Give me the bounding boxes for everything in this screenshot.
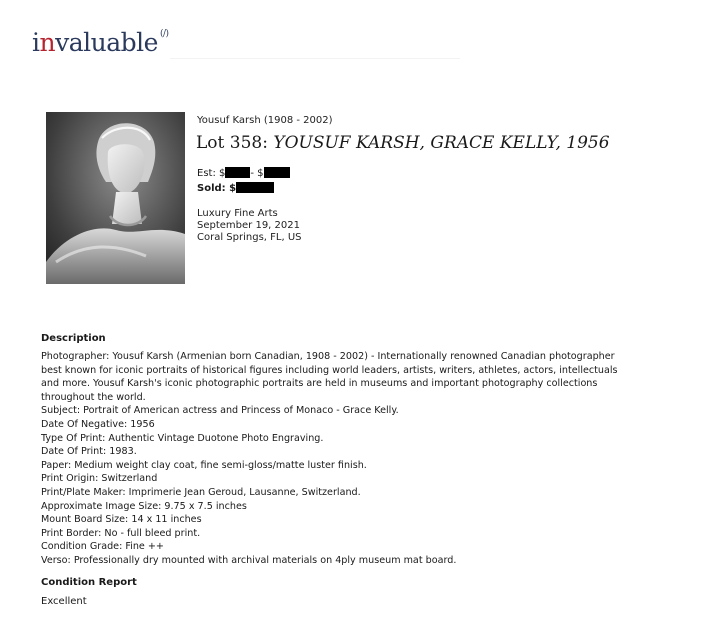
auction-info [197, 208, 301, 244]
description-line: Print Origin: Switzerland [41, 473, 158, 485]
invaluable-logo[interactable] [32, 30, 169, 55]
condition-report-heading: Condition Report [41, 577, 137, 588]
redacted-high-estimate [264, 167, 290, 178]
estimate-label: Est: $ [197, 168, 226, 179]
description-line: Print/Plate Maker: Imprimerie Jean Geroud, Lausanne, Switzerland. [41, 486, 361, 498]
redacted-low-estimate [225, 167, 250, 178]
description-heading: Description [41, 333, 106, 344]
auction-location: Coral Springs, FL, US [197, 232, 302, 243]
description-line: best known for iconic portraits of historical figures including world leaders, artists, writers, athletes, actors, intellectuals [41, 364, 618, 376]
description-line: Subject: Portrait of American actress and Princess of Monaco - Grace Kelly. [41, 405, 399, 417]
auction-house[interactable]: Luxury Fine Arts [197, 208, 278, 219]
artist-name[interactable]: Yousuf Karsh (1908 - 2002) [197, 115, 333, 126]
logo-mark: (/) [159, 29, 169, 39]
portrait-image [46, 112, 185, 284]
description-line: Photographer: Yousuf Karsh (Armenian born Canadian, 1908 - 2002) - Internationally renowned Canadian photographer [41, 351, 615, 362]
condition-report-value: Excellent [41, 596, 87, 607]
description-line: Paper: Medium weight clay coat, fine semi-gloss/matte luster finish. [41, 459, 367, 471]
estimate [197, 167, 290, 179]
description-line: Date Of Negative: 1956 [41, 418, 155, 430]
auction-date: September 19, 2021 [197, 220, 300, 231]
lot-number: Lot 358: [196, 133, 274, 153]
sold-price [197, 182, 274, 194]
description-line: and more. Yousuf Karsh's iconic photographic portraits are held in museums and important photography collections [41, 378, 598, 390]
description-line: Type Of Print: Authentic Vintage Duotone Photo Engraving. [41, 432, 324, 444]
description-line: throughout the world. [41, 391, 146, 403]
estimate-separator: - $ [250, 168, 264, 179]
redacted-sold-price [236, 182, 274, 193]
description-line: Condition Grade: Fine ++ [41, 541, 164, 553]
description-body [41, 350, 709, 568]
logo-text-accent: n [39, 28, 56, 57]
sold-label: Sold: $ [197, 183, 237, 194]
description-line: Mount Board Size: 14 x 11 inches [41, 514, 202, 526]
description-line: Print Border: No - full bleed print. [41, 527, 201, 539]
description-line: Date Of Print: 1983. [41, 446, 137, 458]
lot-name: YOUSUF KARSH, GRACE KELLY, 1956 [273, 133, 610, 153]
description-line: Verso: Professionally dry mounted with archival materials on 4ply museum mat board. [41, 554, 457, 566]
lot-title [196, 133, 610, 153]
logo-text-pre: i [32, 28, 40, 57]
lot-photo[interactable] [46, 112, 185, 284]
header-divider [170, 58, 460, 59]
logo-text-post: valuable [55, 28, 158, 57]
description-line: Approximate Image Size: 9.75 x 7.5 inches [41, 500, 247, 512]
